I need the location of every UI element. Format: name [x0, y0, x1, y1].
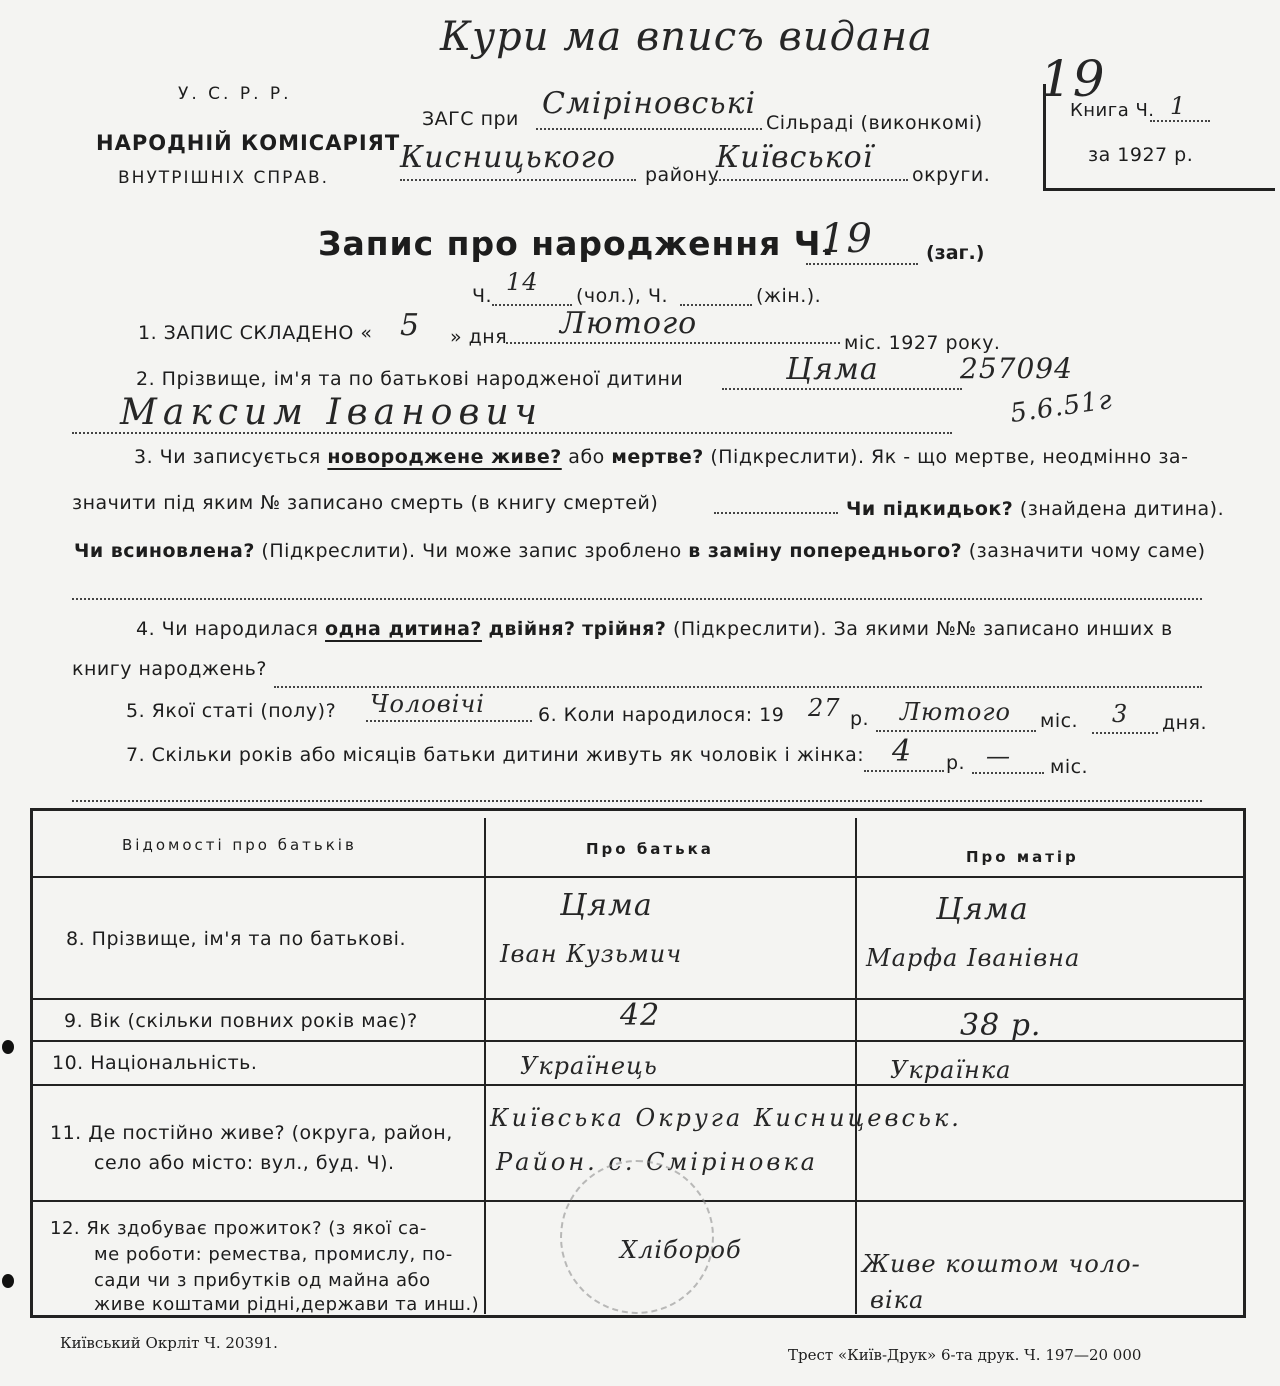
title-suffix: (заг.)	[926, 242, 985, 264]
item3-l1c: або	[568, 446, 605, 468]
birth-dnya: дня.	[1162, 712, 1208, 734]
zags-village-hw: Сміріновські	[542, 86, 757, 121]
row12-label-1: 12. Як здобуває прожиток? (з якої са-	[50, 1218, 427, 1239]
annotation-top: 257094	[960, 352, 1073, 385]
item6-label: 6. Коли народилося: 19	[538, 704, 785, 726]
item3-l2a: значити під яким № записано смерть (в книгу смертей)	[72, 492, 659, 514]
item7-label: 7. Скільки років або місяців батьки дитини живуть як чоловік і жінка:	[126, 744, 865, 766]
cohab-years: 4	[892, 734, 913, 769]
mother-age: 38 р.	[960, 1008, 1042, 1043]
row12-label-3: сади чи з прибутків од майна або	[94, 1270, 431, 1291]
female-label: (жін.).	[756, 285, 822, 307]
mother-occupation-2: віка	[870, 1286, 925, 1314]
district-hw: Кисницького	[400, 140, 616, 175]
okrug-hw: Київської	[716, 140, 874, 175]
birth-month: Лютого	[900, 698, 1011, 726]
item4-l1a: 4. Чи народилася	[136, 618, 319, 640]
item3-l3d: (зазначити чому саме)	[968, 540, 1206, 562]
item4-l1b: одна дитина?	[325, 618, 482, 640]
zags-prefix: ЗАГС при	[422, 108, 519, 130]
item3-line3	[74, 540, 1206, 562]
birth-day: 3	[1112, 700, 1129, 728]
child-sex: Чоловічі	[370, 690, 485, 718]
mother-surname: Цяма	[936, 892, 1029, 927]
item3-l3c: в заміну попереднього?	[688, 540, 963, 562]
table-header-mother: Про матір	[966, 848, 1079, 866]
book-number: 1	[1170, 92, 1187, 120]
footer-right: Трест «Київ-Друк» 6-та друк. Ч. 197—20 000	[788, 1346, 1142, 1364]
count-ch: Ч.	[472, 285, 493, 307]
item3-l3a: Чи всиновлена?	[74, 540, 255, 562]
cohab-mis: міс.	[1050, 756, 1089, 778]
mother-nationality: Українка	[890, 1056, 1012, 1084]
commissariat-title: НАРОДНІЙ КОМІСАРІЯТ	[96, 131, 401, 155]
margin-hole	[2, 1274, 14, 1288]
item4-line1	[136, 618, 1173, 640]
margin-hole	[2, 1040, 14, 1054]
book-label: Книга Ч.	[1070, 100, 1155, 121]
child-surname: Цяма	[786, 352, 879, 387]
father-name: Іван Кузьмич	[500, 940, 683, 968]
father-age: 42	[620, 998, 661, 1033]
row8-label: 8. Прізвище, ім'я та по батькові.	[66, 928, 406, 950]
item1-month: Лютого	[560, 306, 698, 341]
address-line2: Район. с. Сміріновка	[496, 1148, 818, 1176]
item3-l2b: Чи підкидьок?	[846, 498, 1014, 520]
item4-l1e: (Підкреслити). За якими №№ записано инших в	[672, 618, 1173, 640]
father-surname: Цяма	[560, 888, 653, 923]
footer-left: Київський Окрліт Ч. 20391.	[60, 1334, 278, 1352]
page-title: Запис про народження Ч.	[318, 224, 835, 263]
okrug-label: округи.	[912, 164, 991, 186]
item3-l3b: (Підкреслити). Чи може запис зроблено	[261, 540, 682, 562]
row10-label: 10. Національність.	[52, 1052, 258, 1074]
item3-l1a: 3. Чи записується	[134, 446, 321, 468]
table-header-info: Відомості про батьків	[122, 836, 357, 854]
male-label: (чол.), Ч.	[576, 285, 669, 307]
annotation-bottom: 5.6.51г	[1008, 384, 1115, 430]
commissariat-subtitle: ВНУТРІШНІХ СПРАВ.	[118, 168, 330, 188]
record-number: 19	[820, 216, 873, 262]
item4-l1c: двійня?	[488, 618, 576, 640]
father-nationality: Українець	[520, 1052, 658, 1080]
birth-year: 27	[808, 694, 841, 722]
item4-l1d: трійня?	[582, 618, 667, 640]
corner-number: 19	[1040, 50, 1106, 108]
item3-line2	[72, 492, 658, 514]
item3-l1e: (Підкреслити). Як - що мертве, неодмінно за-	[710, 446, 1189, 468]
item4-l2: книгу народжень?	[72, 658, 267, 680]
item1-end: міс. 1927 року.	[844, 332, 1001, 354]
item3-l1b: новороджене живе?	[327, 446, 562, 468]
father-occupation: Хлібороб	[620, 1236, 742, 1264]
male-count: 14	[506, 268, 539, 296]
cohab-r: р.	[946, 752, 966, 774]
item3-line1	[134, 446, 1188, 468]
item1-label: 1. ЗАПИС СКЛАДЕНО «	[138, 322, 373, 344]
address-line1: Київська Округа Кисницевськ.	[490, 1104, 962, 1132]
cohab-months: —	[986, 742, 1011, 770]
birth-r: р.	[850, 708, 870, 730]
item3-l2c: (знайдена дитина).	[1019, 498, 1225, 520]
table-header-father: Про батька	[586, 840, 714, 858]
mother-occupation: Живе коштом чоло-	[862, 1250, 1141, 1278]
item1-day: 5	[400, 308, 421, 343]
zags-suffix: Сільраді (виконкомі)	[766, 112, 983, 134]
district-label: району	[645, 164, 720, 186]
ussr-label: У. С. Р. Р.	[178, 84, 292, 104]
item1-mid: » дня	[450, 326, 508, 348]
birth-mis: міс.	[1040, 710, 1079, 732]
mother-name: Марфа Іванівна	[866, 944, 1081, 972]
row11-label-1: 11. Де постійно живе? (округа, район,	[50, 1122, 453, 1144]
book-year: за 1927 р.	[1088, 144, 1194, 166]
top-handwritten-note: Кури ма вписъ видана	[440, 14, 933, 60]
row12-label-4: живе коштами рідні,держави та инш.)	[94, 1294, 480, 1315]
item5-label: 5. Якої статі (полу)?	[126, 700, 337, 722]
child-name: Максим Іванович	[120, 392, 544, 433]
row11-label-2: село або місто: вул., буд. Ч).	[94, 1152, 395, 1174]
item3-l1d: мертве?	[611, 446, 704, 468]
row9-label: 9. Вік (скільки повних років має)?	[64, 1010, 418, 1032]
item2-label: 2. Прізвище, ім'я та по батькові народженої дитини	[136, 368, 684, 390]
row12-label-2: ме роботи: ремества, промислу, по-	[94, 1244, 453, 1265]
